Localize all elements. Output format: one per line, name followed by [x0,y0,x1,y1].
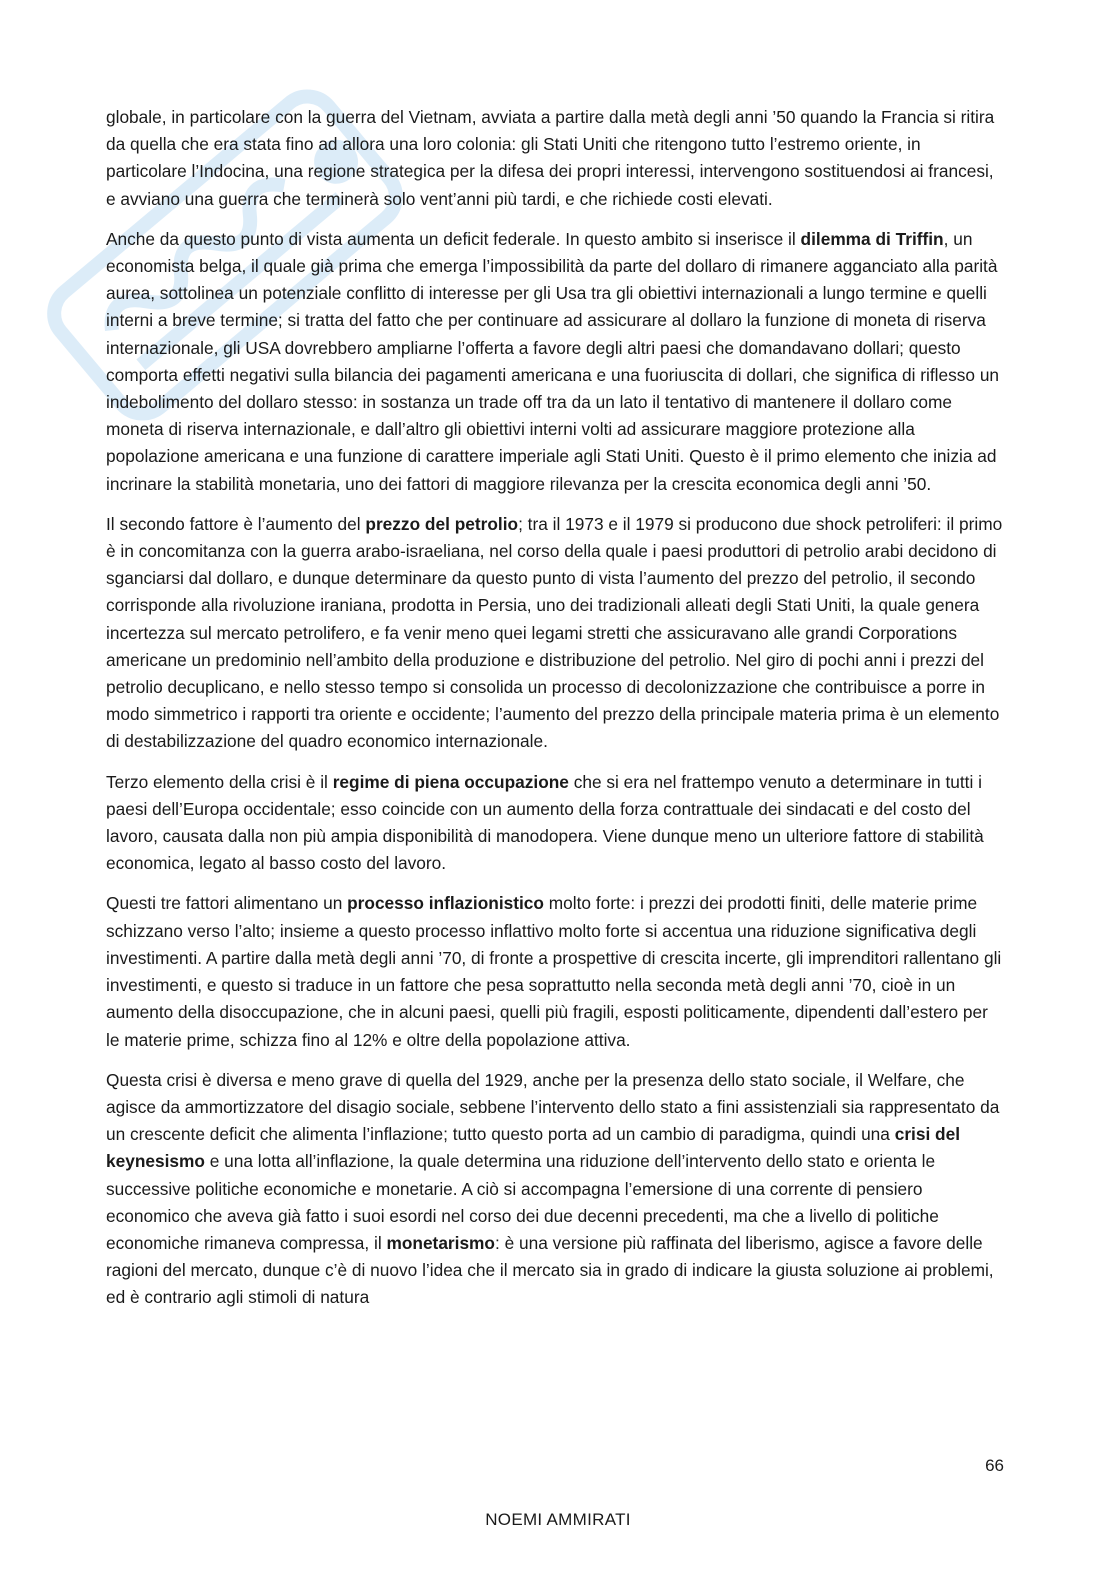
text-run: Questi tre fattori alimentano un [106,893,348,914]
text-run: globale, in particolare con la guerra del Vietnam, avviata a partire dalla metà degli anni ’50 quando la Francia si ritira da quella che era stata fino ad allora una loro colonia: gli Stati Uniti che ritengono tutto l’estremo oriente, in particolare l’Indocina, una regione strategica per la difesa dei propri interessi, intervengono sostituendosi ai francesi, e avviano una guerra che terminerà solo vent’anni più tardi, e che richiede costi elevati. [106,107,995,209]
text-run: Il secondo fattore è l’aumento del [106,513,366,534]
text-run: Questa crisi è diversa e meno grave di quella del 1929, anche per la presenza dello stato sociale, il Welfare, che agisce da ammortizzatore del disagio sociale, sebbene l’intervento dello stato a fini assistenziali sia rappresentato da un crescente deficit che alimenta l’inflazione; tutto questo porta ad un cambio di paradigma, quindi una [106,1069,1000,1145]
bold-term: regime di piena occupazione [332,771,569,792]
text-run: che si era nel frattempo venuto a determinare in tutti i paesi dell’Europa occidentale; esso coincide con un aumento della forza contrattuale dei sindacati e del costo del lavoro, causata dalla non più ampia disponibilità di manodopera. Viene dunque meno un ulteriore fattore di stabilità economica, legato al basso costo del lavoro. [106,771,984,874]
body-paragraph [106,769,1006,878]
bold-term: monetarismo [386,1232,495,1253]
body-paragraph [106,890,1006,1053]
text-run: molto forte: i prezzi dei prodotti finiti, delle materie prime schizzano verso l’alto; insieme a questo processo inflattivo molto forte si accentua una riduzione significativa degli investimenti. A partire dalla metà degli anni ’70, di fronte a prospettive di crescita incerte, gli imprenditori rallentano gli investimenti, e questo si traduce in un fattore che pesa soprattutto nella seconda metà degli anni ’70, cioè in un aumento della disoccupazione, che in alcuni paesi, quelli più fragili, esposti politicamente, dipendenti dall’estero per le materie prime, schizza fino al 12% e oltre della popolazione attiva. [106,893,1002,1050]
text-run: Anche da questo punto di vista aumenta un deficit federale. In questo ambito si inserisce il [106,228,801,249]
footer-author: NOEMI AMMIRATI [485,1510,631,1529]
text-run: ; tra il 1973 e il 1979 si producono due shock petroliferi: il primo è in concomitanza con la guerra arabo-israeliana, nel corso della quale i paesi produttori di petrolio arabi decidono di sganciarsi dal dollaro, e dunque determinare da questo punto di vista l’aumento del prezzo del petrolio, il secondo corrisponde alla rivoluzione iraniana, prodotta in Persia, uno dei tradizionali alleati degli Stati Uniti, la quale genera incertezza sul mercato petrolifero, e fa venir meno quei legami stretti che assicuravano alle grandi Corporations americane un predominio nell’ambito della produzione e distribuzione del petrolio. Nel giro di pochi anni i prezzi del petrolio decuplicano, e nello stesso tempo si consolida un processo di decolonizzazione che contribuisce a porre in modo simmetrico i rapporti tra oriente e occidente; l’aumento del prezzo della principale materia prima è un elemento di destabilizzazione del quadro economico internazionale. [106,513,1003,752]
body-paragraph [106,226,1006,498]
page-body [106,104,1006,1325]
text-run: , un economista belga, il quale già prima che emerga l’impossibilità da parte del dollaro di rimanere agganciato alla parità aurea, sottolinea un potenziale conflitto di interesse per gli Usa tra gli obiettivi internazionali a lungo termine e quelli interni a breve termine; si tratta del fatto che per continuare ad assicurare al dollaro la funzione di moneta di riserva internazionale, gli USA dovrebbero ampliarne l’offerta a favore degli altri paesi che domandavano dollari; questo comporta effetti negativi sulla bilancia dei pagamenti americana e una fuoriuscita di dollari, che significa di riflesso un indebolimento del dollaro stesso: in sostanza un trade off tra da un lato il tentativo di mantenere il dollaro come moneta di riserva internazionale, e dall’altro gli obiettivi interni volti ad assicurare maggiore protezione alla popolazione americana e una funzione di carattere imperiale agli Stati Uniti. Questo è il primo elemento che inizia ad incrinare la stabilità monetaria, uno dei fattori di maggiore rilevanza per la crescita economica degli anni ’50. [106,228,1000,494]
bold-term: crisi del keynesismo [106,1124,961,1172]
text-run: : è una versione più raffinata del liberismo, agisce a favore delle ragioni del mercato, dunque c’è di nuovo l’idea che il mercato sia in grado di indicare la giusta soluzione ai problemi, ed è contrario agli stimoli di natura [106,1232,994,1308]
bold-term: processo inflazionistico [347,893,544,914]
text-run: Terzo elemento della crisi è il [106,771,333,792]
body-paragraph [106,1067,1006,1312]
page-number: 66 [985,1456,1004,1475]
bold-term: prezzo del petrolio [365,513,519,534]
bold-term: dilemma di Triffin [800,228,944,249]
body-paragraph [106,104,1006,213]
body-paragraph [106,511,1006,756]
text-run: e una lotta all’inflazione, la quale determina una riduzione dell’intervento dello stato e orienta le successive politiche economiche e monetarie. A ciò si accompagna l’emersione di una corrente di pensiero economico che aveva già fatto i suoi esordi nel corso dei due decenni precedenti, ma che a livello di politiche economiche rimaneva compressa, il [106,1151,939,1253]
